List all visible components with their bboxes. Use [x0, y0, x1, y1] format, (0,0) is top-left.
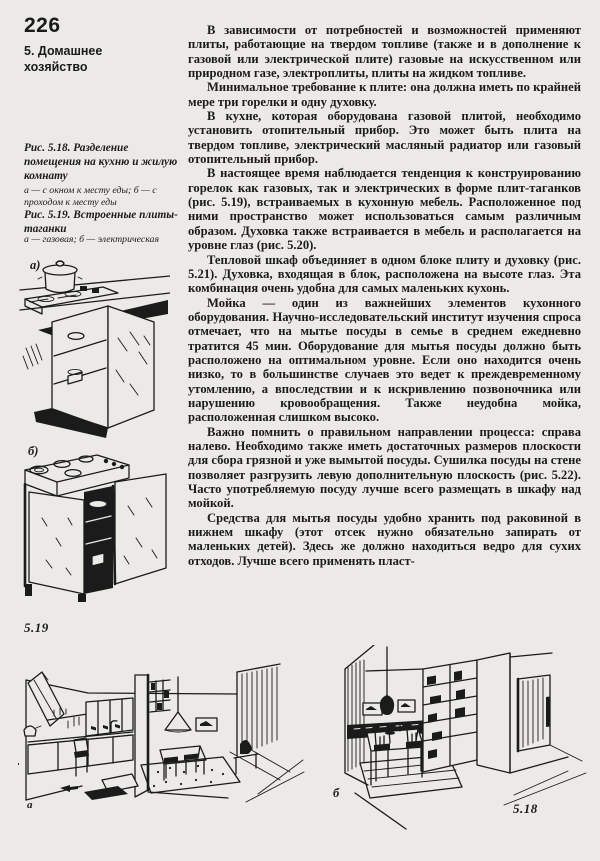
figure-519b-electric-stove-drawing [16, 448, 171, 603]
figure-518-caption: Рис. 5.18. Разделение помещения на кухню и жилую комнату [24, 142, 178, 182]
paragraph: В кухне, которая оборудована газовой плитой, необходимо установить отопительный прибор. Это может быть плита на твердом топливе, электрический масляный радиатор или газовый отопительный прибор. [188, 109, 581, 167]
figure-519-caption: Рис. 5.19. Встроенные плиты-таганки [24, 209, 178, 235]
paragraph: Средства для мытья посуды удобно хранить под раковиной в нижнем шкафу (этот отсек нужно обязательно запирать от маленьких детей). Здесь же должно находиться ведро для сухих отходов. Лучше всего применять пласт- [188, 510, 581, 568]
figure-518b-dining-drawing [300, 645, 590, 830]
figure-518b-label: б [333, 786, 340, 800]
section-heading: 5. Домашнее хозяйство [24, 44, 103, 74]
figure-518-legend: а — с окном к месту еды; б — с проходом к месту еды [24, 185, 157, 208]
paragraph: Тепловой шкаф объединяет в одном блоке плиту и духовку (рис. 5.21). Духовка, входящая в блок, расположена на высоте глаз. Эта комбинация очень удобна для самых маленьких кухонь. [188, 252, 581, 296]
body-text [188, 23, 581, 568]
paragraph: В настоящее время наблюдается тенденция к конструированию горелок как газовых, так и электрических в форме плит-таганков (рис. 5.19), встраиваемых в кухонную мебель. Расположенное под ними пространство может использоваться самым различным образом. Духовка также встраивается в мебель и располагается на уровне глаз (рис. 5.20). [188, 166, 581, 253]
figure-519-legend: а — газовая; б — электрическая [24, 234, 160, 245]
paragraph: В зависимости от потребностей и возможностей применяют плиты, работающие на твердом топливе (также и в дополнение к газовой или электрической плите) газовые на искусственном или природном газе, электроплиты, плиты на жидком топливе. [188, 23, 581, 81]
figure-519b-label: б) [28, 444, 39, 458]
page-number: 226 [24, 14, 61, 37]
figure-518a-label: а [27, 799, 33, 811]
figure-519a-label: а) [30, 258, 41, 272]
paragraph: Минимальное требование к плите: она должна иметь по крайней мере три горелки и одну духовку. [188, 80, 581, 109]
paragraph: Мойка — один из важнейших элементов кухонного оборудования. Научно-исследовательский институт изучения спроса отмечает, что на мытье посуды в семье в среднем ежедневно тратится 45 мин. Оборудование для мытья посуды должно быть расположено на оптимальном уровне. Если оно находится очень низко, то в большинстве случаев это ведет к преждевременному утомлению, а впоследствии и к искривлению позвоночника или нарушению кровообращения. Также неудобна мойка, расположенная слишком высоко. [188, 295, 581, 425]
figure-519a-gas-stove-drawing [18, 252, 170, 444]
figure-518-number: 5.18 [513, 801, 538, 816]
paragraph: Важно помнить о правильном направлении процесса: справа налево. Необходимо также иметь достаточных размеров плоскости для сбора грязной и уже вымытой посуды. Сушилка посуды на стене позволяет разгрузить левую дополнительную плоскость (рис. 5.22). Часто употребляемую посуду лучше всего размещать в шкафу над мойкой. [188, 424, 581, 511]
figure-518a-kitchen-drawing [18, 660, 308, 815]
figure-519-number: 5.19 [24, 620, 49, 635]
